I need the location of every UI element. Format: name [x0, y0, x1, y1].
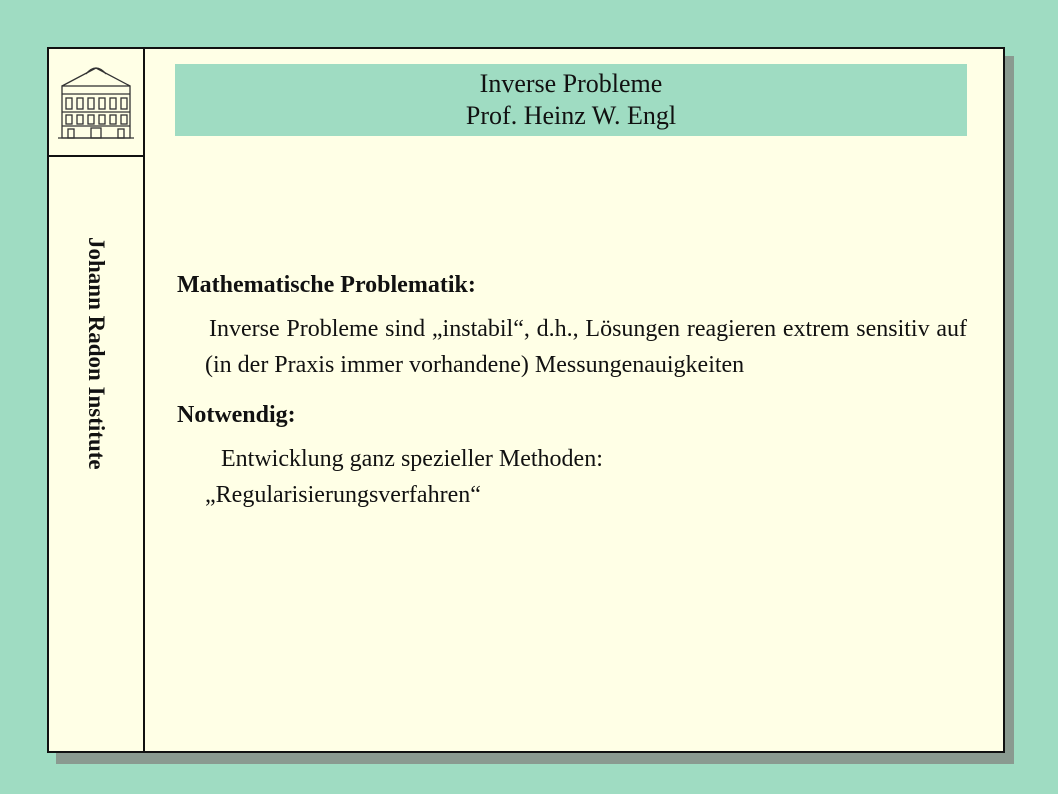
heading-notwendig: Notwendig: [177, 402, 296, 428]
paragraph-regularisierung: „Regularisierungsverfahren“ [205, 482, 481, 508]
title-line-2: Prof. Heinz W. Engl [465, 101, 677, 130]
slide [47, 47, 1005, 753]
title-bar [175, 64, 967, 136]
institute-name: Johann Radon Institute [84, 237, 109, 470]
slide-content [177, 267, 967, 513]
heading-mathematische-problematik: Mathematische Problematik: [177, 272, 476, 298]
institute-label-container [49, 155, 143, 755]
building-facade-icon [56, 60, 136, 144]
paragraph-instabil: Inverse Probleme sind „instabil“, d.h., Lösungen reagieren extrem sensitiv auf (in der Praxis immer vorhandene) Messungenauigkeiten [205, 316, 967, 378]
sidebar [49, 49, 145, 751]
logo-box [49, 49, 143, 157]
title-line-1: Inverse Probleme [479, 69, 663, 98]
paragraph-methoden: Entwicklung ganz spezieller Methoden: [221, 446, 603, 472]
